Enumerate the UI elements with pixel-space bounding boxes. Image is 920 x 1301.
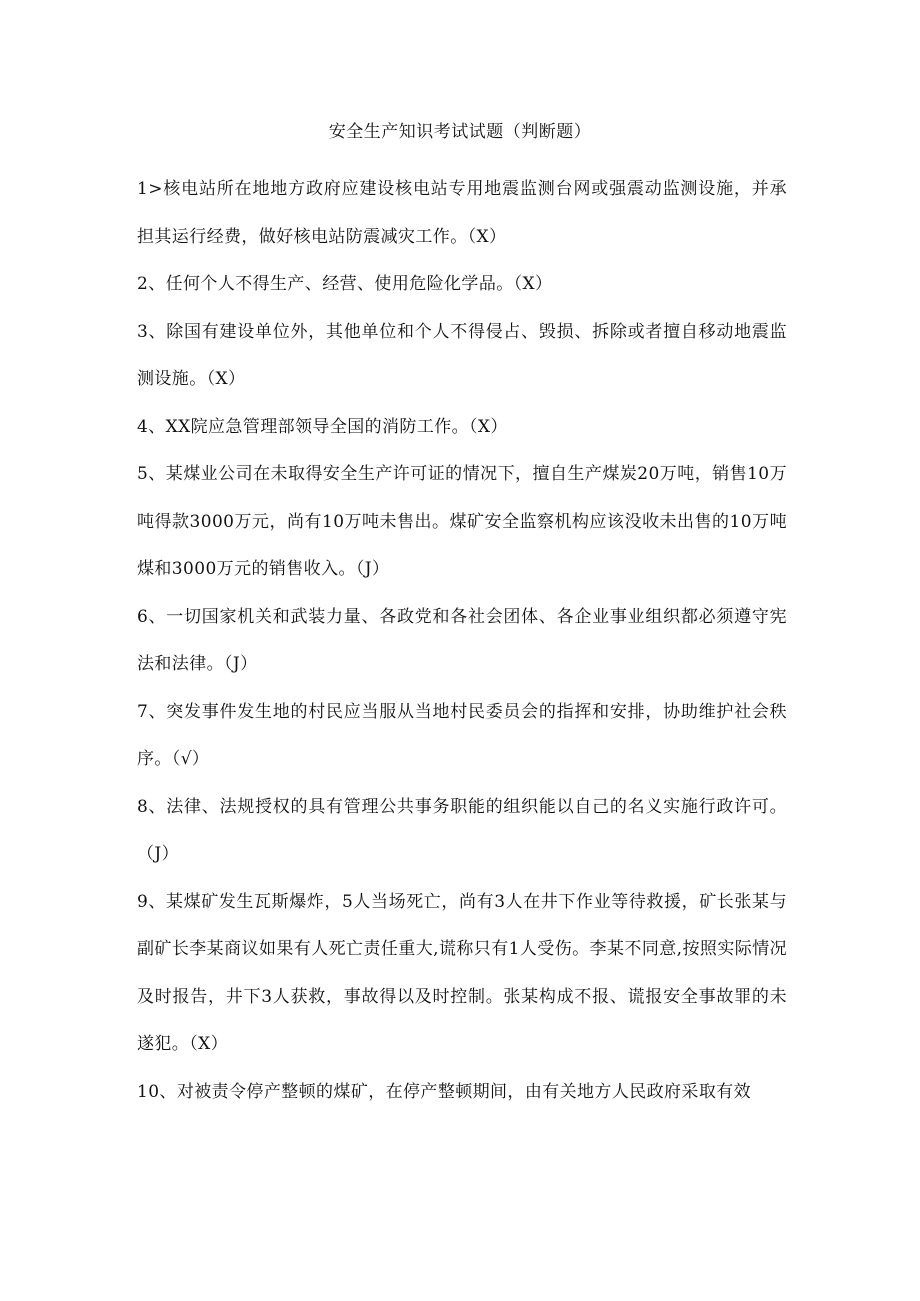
question-item: 7、突发事件发生地的村民应当服从当地村民委员会的指挥和安排，协助维护社会秩序。（√） (137, 701, 787, 769)
question-item: 10、对被责令停产整顿的煤矿，在停产整顿期间，由有关地方人民政府采取有效 (137, 1081, 752, 1102)
question-list (137, 166, 787, 1116)
question-item: 5、某煤业公司在未取得安全生产许可证的情况下，擅自生产煤炭20万吨，销售10万吨得款3000万元，尚有10万吨未售出。煤矿安全监察机构应该没收未出售的10万吨煤和3000万元的销售收入。（J） (137, 464, 787, 579)
question-item: 4、XX院应急管理部领导全国的消防工作。（X） (137, 416, 508, 437)
question-item: 2、任何个人不得生产、经营、使用危险化学品。（X） (137, 274, 553, 294)
question-item: 3、除国有建设单位外，其他单位和个人不得侵占、毁损、拆除或者擅自移动地震监测设施。（X） (137, 321, 787, 389)
question-item: 9、某煤矿发生瓦斯爆炸，5人当场死亡，尚有3人在井下作业等待救援，矿长张某与副矿长李某商议如果有人死亡责任重大,谎称只有1人受伤。李某不同意,按照实际情况及时报告，井下3人获救，事故得以及时控制。张某构成不报、谎报安全事故罪的未遂犯。（X） (137, 891, 787, 1054)
question-item: 1>核电站所在地地方政府应建设核电站专用地震监测台网或强震动监测设施，并承担其运行经费，做好核电站防震减灾工作。（X） (137, 179, 787, 247)
question-item: 6、一切国家机关和武装力量、各政党和各社会团体、各企业事业组织都必须遵守宪法和法律。（J） (137, 606, 787, 674)
document-title: 安全生产知识考试试题（判断题） (328, 122, 592, 142)
question-item: 8、法律、法规授权的具有管理公共事务职能的组织能以自己的名义实施行政许可。（J） (137, 796, 787, 864)
